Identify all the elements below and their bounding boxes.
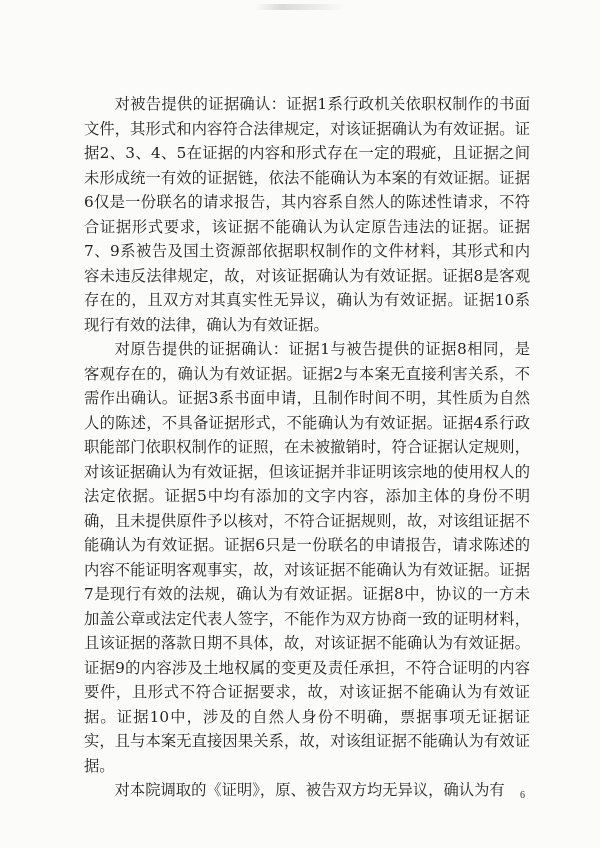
- paragraph-plaintiff-evidence: 对原告提供的证据确认：证据1与被告提供的证据8相同，是客观存在的，确认为有效证据。证据2与本案无直接利害关系，不需作出确认。证据3系书面申请，且制作时间不明，其性质为自然人的陈述，不具备证据形式，不能确认为有效证据。证据4系行政职能部门依职权制作的证照，在未被撤销时，符合证据认定规则，对该证据确认为有效证据，但该证据并非证明该宗地的使用权人的法定依据。证据5中均有添加的文字内容，添加主体的身份不明确，且未提供原件予以核对，不符合证据规则，故，对该组证据不能确认为有效证据。证据6只是一份联名的申请报告，请求陈述的内容不能证明客观事实，故，对该证据不能确认为有效证据。证据7是现行有效的法规，确认为有效证据。证据8中，协议的一方未加盖公章或法定代表人签字，不能作为双方协商一致的证明材料，且该证据的落款日期不具体，故，对该证据不能确认为有效证据。证据9的内容涉及土地权属的变更及责任承担，不符合证明的内容要件，且形式不符合证据要求，故，对该证据不能确认为有效证据。证据10中，涉及的自然人身份不明确，票据事项无证据证实，且与本案无直接因果关系，故，对该组证据不能确认为有效证据。: [84, 340, 530, 775]
- document-body: [84, 92, 530, 803]
- scan-artifact: [255, 4, 345, 10]
- paragraph-court-evidence: 对本院调取的《证明》，原、被告双方均无异议，确认为有: [114, 781, 505, 799]
- paragraph-defendant-evidence: 对被告提供的证据确认：证据1系行政机关依职权制作的书面文件，其形式和内容符合法律规定，对该证据确认为有效证据。证据2、3、4、5在证据的内容和形式存在一定的瑕疵，且证据之间未形成统一有效的证据链，依法不能确认为本案的有效证据。证据6仅是一份联名的请求报告，其内容系自然人的陈述性请求，不符合证据形式要求，该证据不能确认为认定原告违法的证据。证据7、9系被告及国土资源部依据职权制作的文件材料，其形式和内容未违反法律规定，故，对该证据确认为有效证据。证据8是客观存在的，且双方对其真实性无异议，确认为有效证据。证据10系现行有效的法律，确认为有效证据。: [84, 95, 530, 334]
- page-number: 6: [520, 790, 525, 801]
